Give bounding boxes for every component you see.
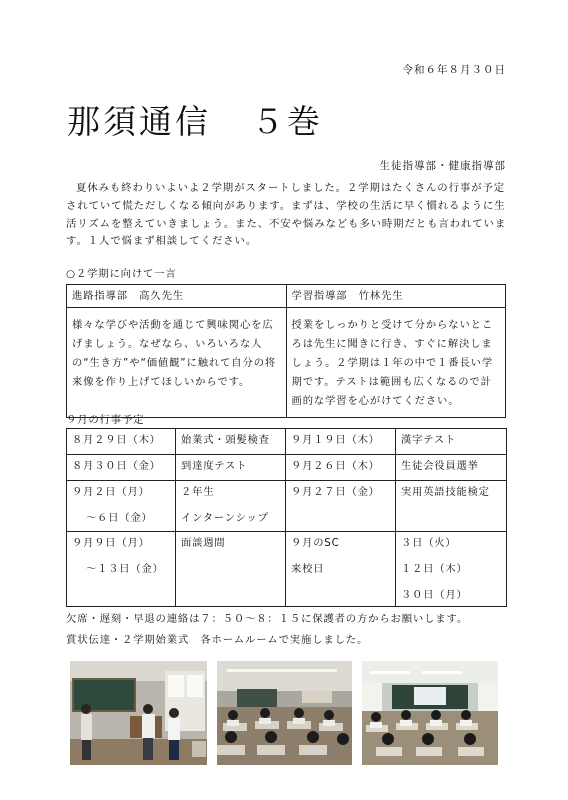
schedule-event: 始業式・頭髪検査 [176,429,286,455]
schedule-event: １２日（木） [401,563,468,575]
table-row [67,481,507,532]
teacher-messages-table [66,284,506,418]
classroom-photo-3 [362,661,498,765]
schedule-date-end: ～６日（金） [86,512,153,524]
schedule-date: ９月１９日（木） [286,429,396,455]
schedule-date-detail: 来校日 [291,563,325,575]
intro-paragraph: 夏休みも終わりいよいよ２学期がスタートしました。２学期はたくさんの行事が予定されていて慌ただしくなる傾向があります。まずは、学校の生活に早く慣れるように生活リズムを整えていきましょう。また、不安や悩みなども多い時期だとも言われています。１人で悩まず相談してください。 [66,182,507,248]
schedule-date-cell [286,532,396,607]
message-body: 様々な学びや活動を通じて興味関心を広げましょう。なぜなら、いろいろな人の“生き方”や“価値観”に触れて自分の将来像を作り上げてほしいからです。 [72,319,277,388]
volume-number: ５巻 [251,102,323,141]
message-text-career [67,308,287,418]
schedule-date: ９月２日（月） [72,486,150,498]
absence-contact-note: 欠席・遅刻・早退の連絡は７：５０～８：１５に保護者の方からお願いします。 [66,613,469,625]
message-body: 授業をしっかりと受けて分からないところは先生に聞きに行き、すぐに解決しましょう。２学期は１年の中で１番長い学期です。テストは範囲も広くなるので計画的な学習を心がけてください。 [291,319,494,407]
schedule-event: ３日（火） [401,537,457,549]
schedule-event: 実用英語技能検定 [396,481,507,532]
messages-heading: ○２学期に向けて一言 [66,268,177,280]
schedule-date: ８月２９日（木） [67,429,176,455]
schedule-event: ３０日（月） [401,589,468,601]
schedule-date: ９月９日（月） [72,537,150,549]
schedule-event: 生徒会役員選挙 [396,455,507,481]
document-title [67,96,323,143]
table-row [67,532,507,607]
schedule-event: 面談週間 [176,532,286,607]
classroom-photo-2 [217,661,352,765]
schedule-heading: ９月の行事予定 [66,414,145,426]
schedule-event-detail: インターンシップ [181,512,269,524]
schedule-date: ９月２６日（木） [286,455,396,481]
message-text-study [286,308,506,418]
schedule-event-cell [396,532,507,607]
schedule-date: ８月３０日（金） [67,455,176,481]
schedule-event: 到達度テスト [176,455,286,481]
department-name: 生徒指導部・健康指導部 [379,160,506,172]
schedule-date-cell [67,481,176,532]
schedule-event-cell [176,481,286,532]
classroom-photo-1 [70,661,207,765]
table-row [67,429,507,455]
schedule-date: ９月２７日（金） [286,481,396,532]
message-from-career: 進路指導部 高久先生 [67,285,287,308]
schedule-date: ９月のSC [291,537,340,549]
schedule-table [66,428,507,607]
ceremony-note: 賞状伝達・２学期始業式 各ホームルームで実施しました。 [66,634,369,646]
document-date: 令和６年８月３０日 [402,64,506,76]
schedule-event: ２年生 [181,486,215,498]
schedule-date-end: ～１３日（金） [86,563,164,575]
message-from-study: 学習指導部 竹林先生 [286,285,506,308]
schedule-event: 漢字テスト [396,429,507,455]
newsletter-name: 那須通信 [67,102,211,141]
schedule-date-cell [67,532,176,607]
table-row [67,455,507,481]
